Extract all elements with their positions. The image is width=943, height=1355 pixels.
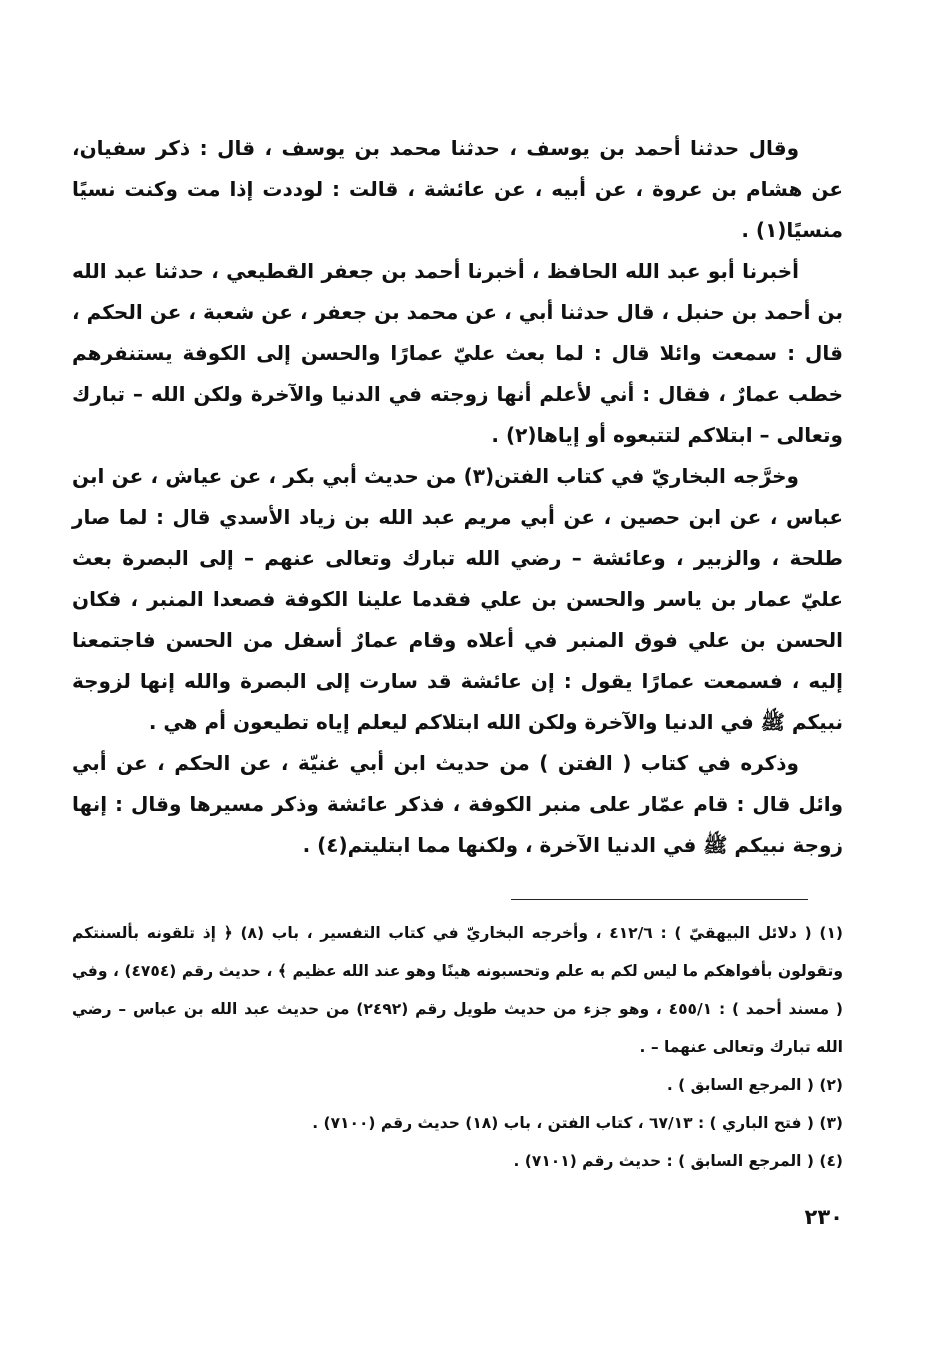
main-text <box>72 128 843 866</box>
footnote-4: (٤) ( المرجع السابق ) : حديث رقم (٧١٠١) . <box>513 1152 843 1170</box>
footnotes <box>72 914 843 1180</box>
footnote-divider <box>511 899 808 900</box>
footnote-3: (٣) ( فتح الباري ) : ٦٧/١٣ ، كتاب الفتن ، باب (١٨) حديث رقم (٧١٠٠) . <box>312 1114 843 1132</box>
footnote-2: (٢) ( المرجع السابق ) . <box>666 1076 843 1094</box>
paragraph-2: أخبرنا أبو عبد الله الحافظ ، أخبرنا أحمد بن جعفر القطيعي ، حدثنا عبد الله بن أحمد بن حنبل ، قال حدثنا أبي ، عن محمد بن جعفر ، عن شعبة ، عن الحكم ، قال : سمعت وائلا قال : لما بعث عليّ عمارًا والحسن إلى الكوفة يستنفرهم خطب عمارٌ ، فقال : أني لأعلم أنها زوجته في الدنيا والآخرة ولكن الله – تبارك وتعالى – ابتلاكم لتتبعوه أو إياها(٢) . <box>72 259 843 447</box>
paragraph-4: وذكره في كتاب ( الفتن ) من حديث ابن أبي غنيّة ، عن الحكم ، عن أبي وائل قال : قام عمّار على منبر الكوفة ، فذكر عائشة وذكر مسيرها وقال : إنها زوجة نبيكم ﷺ في الدنيا الآخرة ، ولكنها مما ابتليتم(٤) . <box>72 751 843 857</box>
paragraph-3: وخرَّجه البخاريّ في كتاب الفتن(٣) من حديث أبي بكر ، عن عياش ، عن ابن عباس ، عن ابن حصين ، عن أبي مريم عبد الله بن زياد الأسدي قال : لما صار طلحة ، والزبير ، وعائشة – رضي الله تبارك وتعالى عنهم – إلى البصرة بعث عليّ عمار بن ياسر والحسن بن علي فقدما علينا الكوفة فصعدا المنبر ، فكان الحسن بن علي فوق المنبر في أعلاه وقام عمارٌ أسفل من الحسن فاجتمعنا إليه ، فسمعت عمارًا يقول : إن عائشة قد سارت إلى البصرة والله إنها لزوجة نبيكم ﷺ في الدنيا والآخرة ولكن الله ابتلاكم ليعلم إياه تطيعون أم هي . <box>72 464 843 734</box>
paragraph-1: وقال حدثنا أحمد بن يوسف ، حدثنا محمد بن يوسف ، قال : ذكر سفيان، عن هشام بن عروة ، عن أبيه ، عن عائشة ، قالت : لوددت إذا مت وكنت نسيًا منسيًا(١) . <box>72 136 843 242</box>
page-number: ٢٣٠ <box>804 1205 843 1229</box>
footnote-1: (١) ( دلائل البيهقيّ ) : ٤١٢/٦ ، وأخرجه البخاريّ في كتاب التفسير ، باب (٨) ﴿ إذ تلقونه بألسنتكم وتقولون بأفواهكم ما ليس لكم به علم وتحسبونه هينًا وهو عند الله عظيم ﴾ ، حديث رقم (٤٧٥٤) ، وفي ( مسند أحمد ) : ٤٥٥/١ ، وهو جزء من حديث طويل رقم (٢٤٩٢) من حديث عبد الله بن عباس – رضي الله تبارك وتعالى عنهما – . <box>72 924 844 1056</box>
